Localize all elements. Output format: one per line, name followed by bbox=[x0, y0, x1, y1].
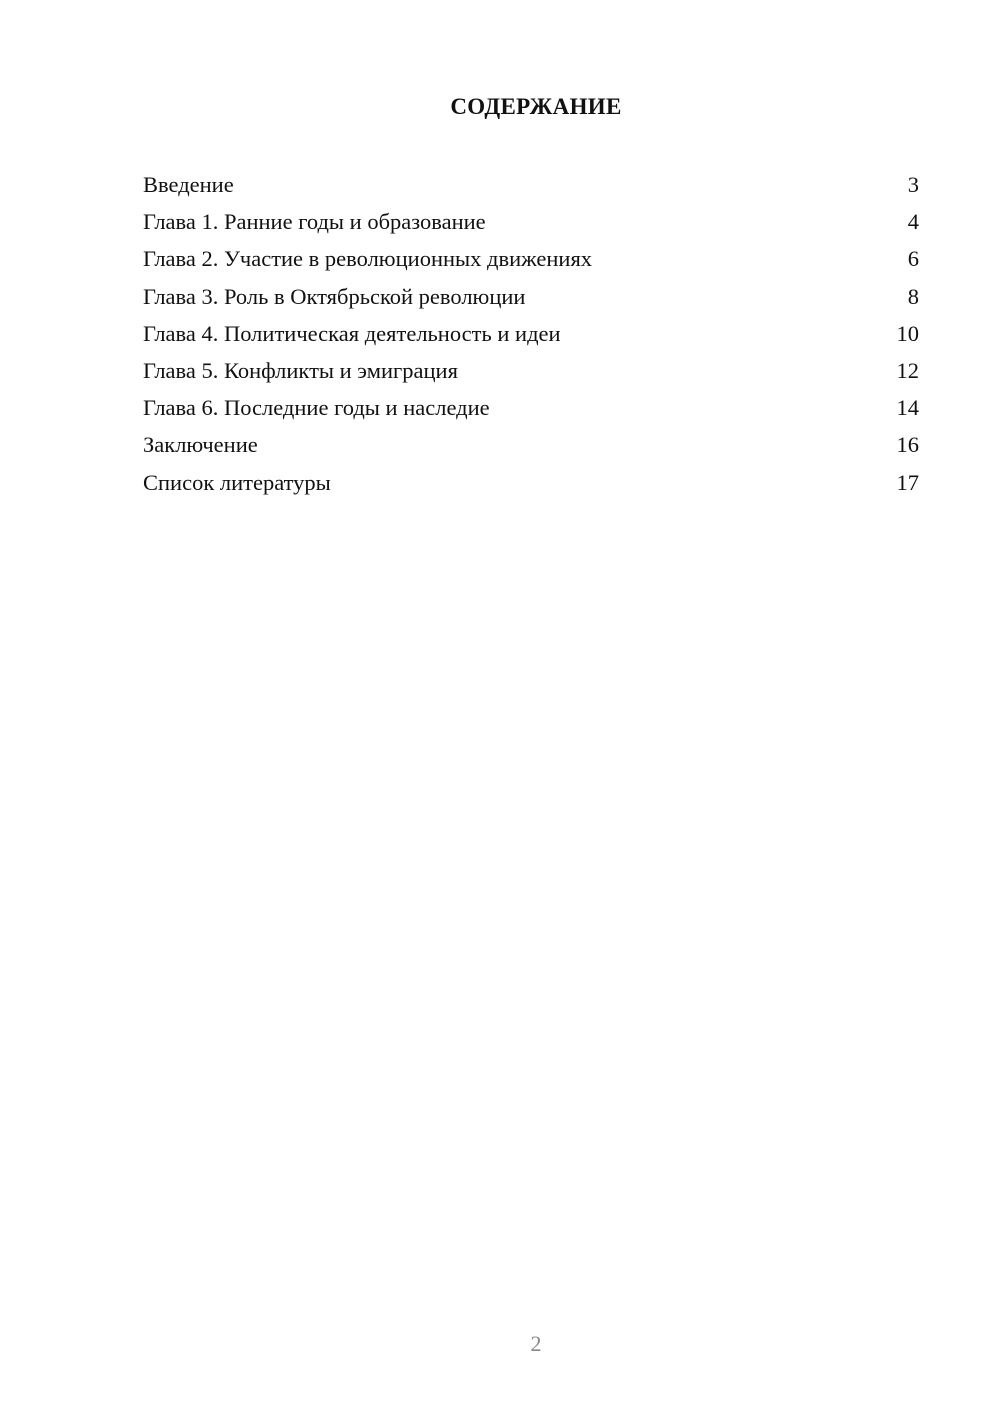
toc-entry bbox=[143, 315, 919, 352]
toc-entry bbox=[143, 352, 919, 389]
toc-entry-title: Глава 3. Роль в Октябрьской революции bbox=[143, 283, 526, 309]
toc-entry-page: 14 bbox=[896, 395, 919, 421]
toc-entry-title: Глава 4. Политическая деятельность и идеи bbox=[143, 320, 561, 346]
toc-entry-title: Глава 1. Ранние годы и образование bbox=[143, 209, 486, 235]
toc-entry-page: 12 bbox=[896, 357, 919, 383]
page-number: 2 bbox=[530, 1331, 542, 1356]
toc-entry-page: 6 bbox=[907, 246, 919, 272]
toc-entry bbox=[143, 464, 919, 501]
toc-entry bbox=[143, 426, 919, 463]
toc-entry-page: 4 bbox=[907, 209, 919, 235]
toc-entry-title: Глава 6. Последние годы и наследие bbox=[143, 395, 490, 421]
toc-entry-page: 10 bbox=[896, 320, 919, 346]
toc-entry-page: 8 bbox=[907, 283, 919, 309]
toc-entry bbox=[143, 240, 919, 277]
toc-entry bbox=[143, 166, 919, 203]
toc-entry bbox=[143, 278, 919, 315]
toc-entry-title: Список литературы bbox=[143, 469, 331, 495]
table-of-contents bbox=[143, 166, 919, 501]
toc-entry-title: Введение bbox=[143, 172, 234, 197]
toc-entry-title: Заключение bbox=[143, 432, 258, 458]
toc-entry-title: Глава 5. Конфликты и эмиграция bbox=[143, 357, 458, 383]
page-title: СОДЕРЖАНИЕ bbox=[450, 94, 622, 119]
toc-entry bbox=[143, 203, 919, 240]
toc-entry-title: Глава 2. Участие в революционных движениях bbox=[143, 246, 593, 272]
toc-entry bbox=[143, 389, 919, 426]
toc-entry-page: 16 bbox=[896, 432, 919, 458]
toc-entry-page: 17 bbox=[896, 469, 919, 495]
toc-entry-page: 3 bbox=[907, 172, 919, 197]
